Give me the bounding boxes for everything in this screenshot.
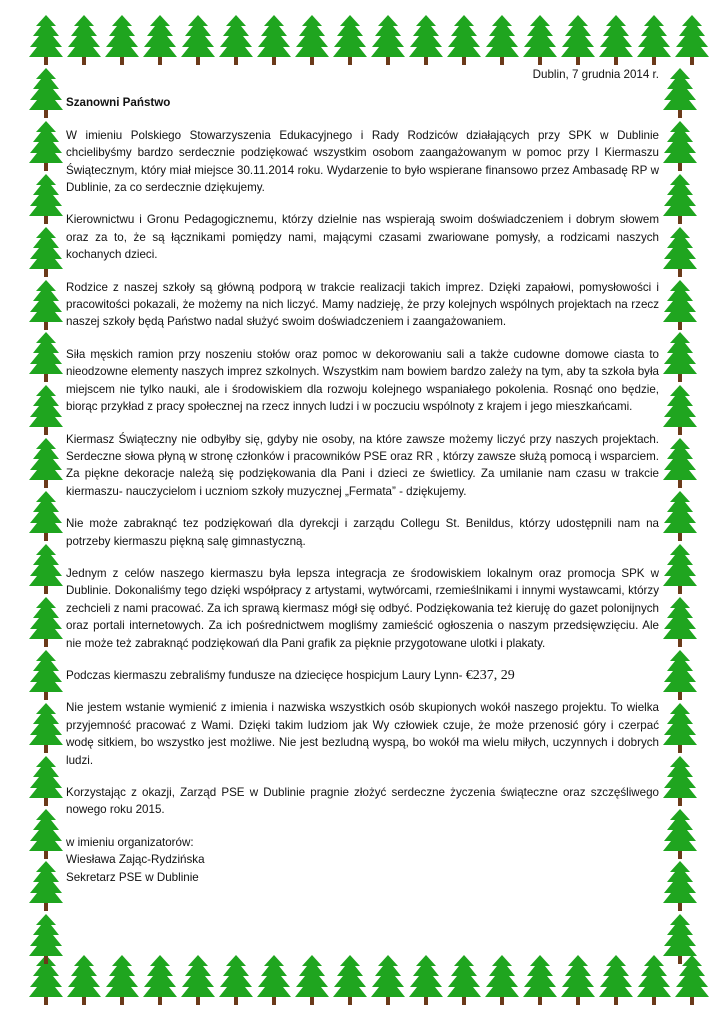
signature-line: w imieniu organizatorów: [66,835,194,849]
paragraph: Rodzice z naszej szkoły są główną podporą w trakcie realizacji takich imprez. Dzięki zapałowi, pomysłowości i pracowitości pokazali, że możemy na nich liczyć. Mamy nadzieję, że przy kolejnych wspólnych projektach na rzecz naszej szkoły będą Państwo nadal służyć swoim doświadczeniem i zaangażowaniem. [66,280,659,329]
christmas-tree-icon [28,14,64,66]
christmas-tree-icon [28,913,64,965]
christmas-tree-icon [484,954,520,1006]
christmas-tree-icon [662,649,698,701]
christmas-tree-icon [218,954,254,1006]
christmas-tree-icon [522,14,558,66]
salutation: Szanowni Państwo [66,96,171,110]
christmas-tree-icon [28,384,64,436]
christmas-tree-icon [28,279,64,331]
christmas-tree-icon [662,120,698,172]
christmas-tree-icon [104,14,140,66]
christmas-tree-icon [28,596,64,648]
paragraph: Nie jestem wstanie wymienić z imienia i nazwiska wszystkich osób skupionych wokół naszego projektu. To wielka przyjemność pracować z Wami. Dzięki takim ludziom jak Wy człowiek czuje, że może przenosić góry i czerpać wodę sitkiem, bo wszystko jest możliwe. Nie jest bezludną wyspą, bo wokół ma wielu miłych, uczynnych i dobrych ludzi. [66,701,659,767]
christmas-tree-icon [662,596,698,648]
paragraph: Nie może zabraknąć tez podziękowań dla dyrekcji i zarządu Collegu St. Benildus, którzy udostępnili nam na potrzeby kiermaszu piękną salę gimnastyczną. [66,517,659,548]
christmas-tree-icon [662,331,698,383]
christmas-tree-icon [598,14,634,66]
christmas-tree-icon [28,120,64,172]
christmas-tree-icon [662,279,698,331]
letter-date: Dublin, 7 grudnia 2014 r. [532,68,659,81]
christmas-tree-icon [522,954,558,1006]
signature-name: Wiesława Zając-Rydzińska [66,853,205,867]
christmas-tree-icon [662,226,698,278]
christmas-tree-icon [28,755,64,807]
christmas-tree-icon [662,543,698,595]
christmas-tree-icon [294,14,330,66]
christmas-tree-icon [28,331,64,383]
paragraph: Jednym z celów naszego kiermaszu była lepsza integracja ze środowiskiem lokalnym oraz promocja SPK w Dublinie. Dokonaliśmy tego dzięki współpracy z artystami, wytwórcami, rzemieślnikami i innymi wystawcami, którzy zechcieli z nami pracować. Za ich sprawą kiermasz mógł się odbyć. Podziękowania też kieruję do gazet polonijnych oraz portali internetowych. Za ich pośrednictwem mogliśmy zamieścić ogłoszenia o naszym przedsięwzięciu. Ale nie może też zabraknąć podziękowań dla Pani grafik za pięknie przygotowane ulotki i plakaty. [66,566,659,650]
christmas-tree-icon [256,14,292,66]
christmas-tree-icon [28,490,64,542]
christmas-tree-icon [332,14,368,66]
christmas-tree-icon [28,67,64,119]
fundraising-paragraph [66,667,659,684]
signature-block [66,834,659,886]
christmas-tree-icon [662,755,698,807]
christmas-tree-icon [104,954,140,1006]
paragraph: Siła męskich ramion przy noszeniu stołów oraz pomoc w dekorowaniu sali a także cudowne domowe ciasta to nieodzowne elementy naszych imprez szkolnych. Wszystkim nam bowiem bardzo zależy na tym, aby ta szkoła była miejscem nie tylko nauki, ale i środowiskiem dla rozwoju kolejnego wspaniałego pokolenia. Rosnąć ono będzie, biorąc przykład z pracy społecznej na rzecz innych ludzi i w poczuciu wspólnoty z krajem i jego mieszkańcami. [66,347,659,414]
signature-title: Sekretarz PSE w Dublinie [66,870,199,884]
letter [66,66,659,886]
christmas-tree-icon [560,954,596,1006]
christmas-tree-icon [28,649,64,701]
christmas-tree-icon [294,954,330,1006]
christmas-tree-icon [142,954,178,1006]
christmas-tree-icon [662,702,698,754]
christmas-tree-icon [28,173,64,225]
christmas-tree-icon [332,954,368,1006]
christmas-tree-icon [446,954,482,1006]
christmas-tree-icon [408,14,444,66]
christmas-tree-icon [662,808,698,860]
christmas-tree-icon [484,14,520,66]
christmas-tree-icon [28,543,64,595]
christmas-tree-icon [662,384,698,436]
christmas-tree-icon [218,14,254,66]
christmas-tree-icon [674,14,710,66]
paragraph: Korzystając z okazji, Zarząd PSE w Dublinie pragnie złożyć serdeczne życzenia świąteczne oraz szczęśliwego nowego roku 2015. [66,786,659,817]
christmas-tree-icon [662,67,698,119]
christmas-tree-icon [662,913,698,965]
paragraph: Kiermasz Świąteczny nie odbyłby się, gdyby nie osoby, na które zawsze możemy liczyć przy naszych projektach. Serdeczne słowa płyną w stronę członków i pracowników PSE oraz RR , którzy zawsze służą pomocą i wsparciem. Za piękne dekoracje należą się podziękowania dla Pani i dzieci ze świetlicy. Za umilanie nam czasu w trakcie kiermaszu- nauczycielom i uczniom szkoły muzycznej „Fermata” - dziękujemy. [66,432,659,498]
paragraph: W imieniu Polskiego Stowarzyszenia Edukacyjnego i Rady Rodziców działających przy SPK w Dublinie chcielibyśmy bardzo serdecznie podziękować wszystkim osobom zaangażowanym w pomoc przy I Kiermaszu Świątecznym, który miał miejsce 30.11.2014 roku. Wydarzenie to było wspierane finansowo przez Ambasadę RP w Dublinie, za co serdecznie dziękujemy. [66,128,659,195]
christmas-tree-icon [662,173,698,225]
christmas-tree-icon [662,860,698,912]
paragraph: Kierownictwu i Gronu Pedagogicznemu, którzy dzielnie nas wspierają swoim doświadczeniem i dobrym słowem oraz za to, że są łącznikami pomiędzy nami, mającymi czasami zwariowane pomysły, a rodzicami naszych kochanych dzieci. [66,213,659,262]
christmas-tree-icon [28,437,64,489]
fundraising-text: Podczas kiermaszu zebraliśmy fundusze na dziecięce hospicjum Laury Lynn- [66,668,463,682]
christmas-tree-icon [662,437,698,489]
christmas-tree-icon [598,954,634,1006]
christmas-tree-icon [66,14,102,66]
christmas-tree-icon [66,954,102,1006]
christmas-tree-icon [28,808,64,860]
christmas-tree-icon [180,954,216,1006]
christmas-tree-icon [28,702,64,754]
christmas-tree-icon [28,226,64,278]
christmas-tree-icon [560,14,596,66]
christmas-tree-icon [142,14,178,66]
christmas-tree-icon [636,14,672,66]
christmas-tree-icon [28,860,64,912]
christmas-tree-icon [662,490,698,542]
christmas-tree-icon [446,14,482,66]
christmas-tree-icon [180,14,216,66]
christmas-tree-icon [370,14,406,66]
christmas-tree-icon [256,954,292,1006]
fundraising-amount: €237, 29 [465,667,515,683]
christmas-tree-icon [408,954,444,1006]
christmas-tree-icon [370,954,406,1006]
